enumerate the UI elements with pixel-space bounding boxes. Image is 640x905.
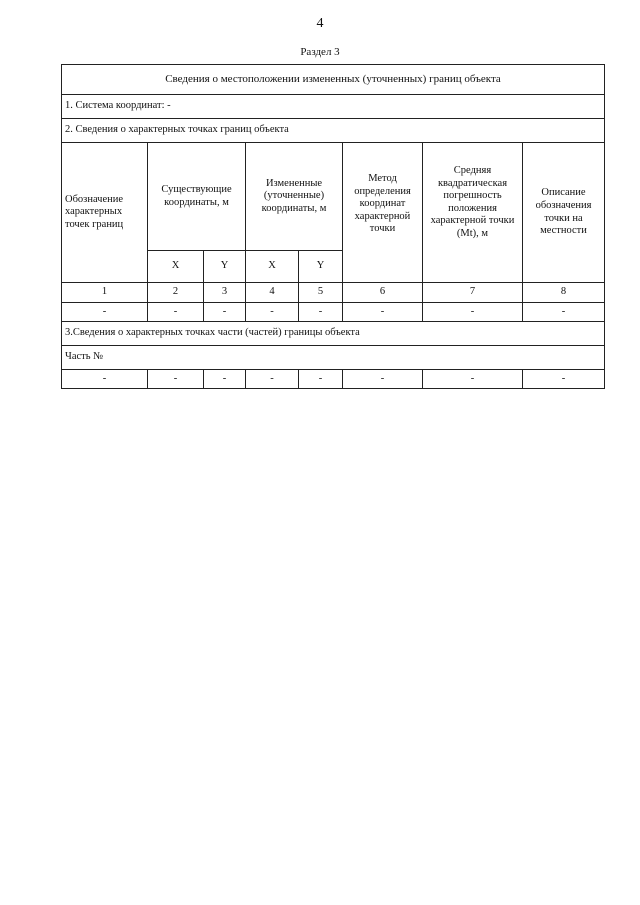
parts-section-title: 3.Сведения о характерных точках части (частей) границы объекта <box>62 322 605 346</box>
header-existing-y: Y <box>204 251 246 283</box>
header-changed-x: X <box>246 251 299 283</box>
table-title: Сведения о местоположении измененных (уточненных) границ объекта <box>62 65 605 95</box>
column-number: 6 <box>343 283 423 303</box>
table-cell: - <box>299 303 343 322</box>
header-method: Метод определения координат характерной точки <box>343 143 423 283</box>
table-cell: - <box>343 303 423 322</box>
header-description: Описание обозначения точки на местности <box>523 143 605 283</box>
table-cell: - <box>246 303 299 322</box>
table-cell: - <box>523 303 605 322</box>
header-error: Средняя квадратическая погрешность положения характерной точки (Mt), м <box>423 143 523 283</box>
table-cell: - <box>523 370 605 389</box>
column-number: 1 <box>62 283 148 303</box>
table-cell: - <box>204 303 246 322</box>
table-cell: - <box>62 303 148 322</box>
header-existing-coordinates: Существующие координаты, м <box>148 143 246 251</box>
parts-data-row <box>62 370 605 389</box>
table-cell: - <box>343 370 423 389</box>
column-number: 3 <box>204 283 246 303</box>
column-numbers-row <box>62 283 605 303</box>
table-cell: - <box>246 370 299 389</box>
section-label: Раздел 3 <box>300 46 340 58</box>
table-cell: - <box>148 370 204 389</box>
table-cell: - <box>62 370 148 389</box>
points-section-title: 2. Сведения о характерных точках границ объекта <box>62 119 605 143</box>
column-number: 4 <box>246 283 299 303</box>
table-cell: - <box>423 370 523 389</box>
header-changed-coordinates: Измененные (уточненные) координаты, м <box>246 143 343 251</box>
part-label: Часть № <box>62 346 605 370</box>
header-existing-x: X <box>148 251 204 283</box>
header-changed-y: Y <box>299 251 343 283</box>
header-designation: Обозначение характерных точек границ <box>62 143 148 283</box>
column-number: 2 <box>148 283 204 303</box>
column-number: 5 <box>299 283 343 303</box>
table-cell: - <box>423 303 523 322</box>
table-cell: - <box>204 370 246 389</box>
table-cell: - <box>148 303 204 322</box>
table-cell: - <box>299 370 343 389</box>
boundary-table <box>61 64 605 389</box>
page-number: 4 <box>316 16 324 31</box>
column-number: 7 <box>423 283 523 303</box>
coordinate-system: 1. Система координат: - <box>62 95 605 119</box>
column-number: 8 <box>523 283 605 303</box>
points-data-row <box>62 303 605 322</box>
